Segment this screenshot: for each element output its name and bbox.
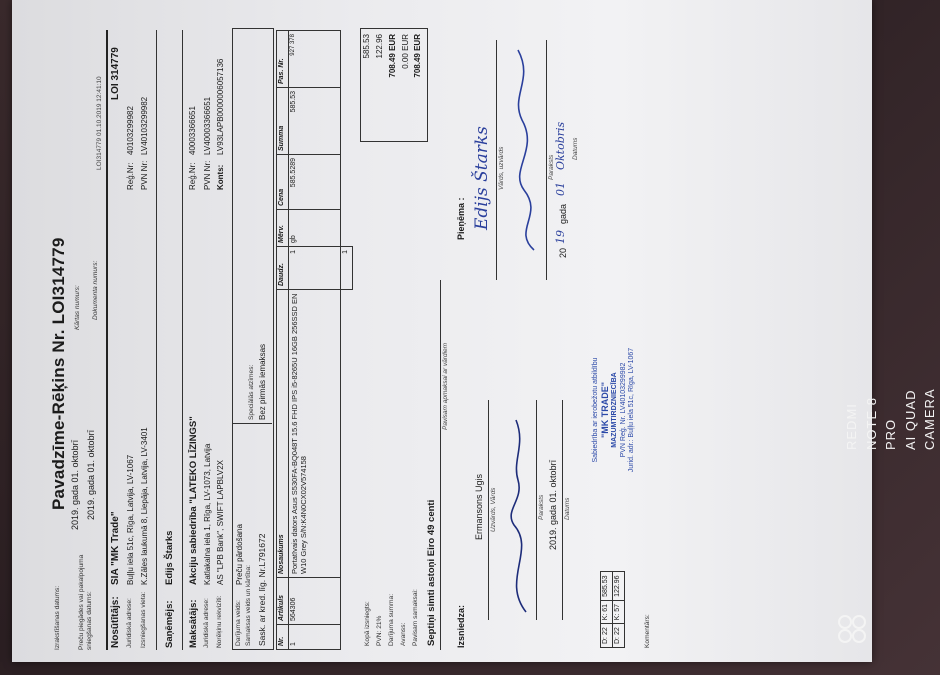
prepaid-label: Avanss: bbox=[400, 622, 407, 646]
row-qty: 1 bbox=[288, 247, 340, 290]
vat-label: PVN: 21% bbox=[376, 615, 383, 646]
doc-number: LOI 314779 bbox=[110, 47, 121, 100]
acceptor-name-handwritten: Edijs Štarks bbox=[472, 126, 492, 230]
stamp-line-1: Sabiedrība ar ierobežotu atbildību bbox=[592, 357, 599, 463]
sender-address: Buļļu iela 51c, Rīga, Latvija, LV-1067 bbox=[126, 454, 135, 585]
col-nr: Nr. bbox=[277, 625, 289, 650]
deal-sum-label: Darījuma summa: bbox=[388, 593, 395, 646]
watermark-line-1: REDMI NOTE 8 PRO bbox=[844, 397, 898, 450]
payable-value: 708.49 EUR bbox=[413, 34, 422, 78]
acceptor-date-mid: gada bbox=[558, 203, 568, 224]
sender-top-rule bbox=[106, 30, 108, 650]
vat-value: 122.96 bbox=[375, 34, 384, 59]
payer-address-label: Juridiskā adrese: bbox=[203, 598, 210, 648]
watermark-line-2: AI QUAD CAMERA bbox=[902, 388, 937, 450]
acceptor-date-year: 19 bbox=[554, 230, 567, 244]
vat-breakdown-k: K: 61 bbox=[601, 600, 613, 623]
receiver-name: Edijs Štarks bbox=[164, 530, 175, 585]
table-row bbox=[288, 31, 340, 650]
sender-name: SIA "MK Trade" bbox=[110, 511, 121, 585]
payer-account-label: Konts: bbox=[216, 164, 225, 190]
acceptor-signature-caption: Paraksts bbox=[548, 154, 555, 180]
invoice-document bbox=[26, 20, 884, 660]
acceptor-signature-rule bbox=[546, 40, 547, 280]
receiver-bottom-rule bbox=[182, 30, 183, 650]
issuer-date-caption: Datums bbox=[564, 497, 571, 520]
camera-watermark bbox=[842, 388, 940, 450]
issuer-signature-caption: Paraksts bbox=[538, 494, 545, 520]
issuer-signature-rule bbox=[536, 400, 537, 620]
stamp-line-2: "MK TRADE" bbox=[600, 381, 611, 439]
acceptor-label: Pieņēma : bbox=[456, 197, 466, 240]
subtotal-label: Kopā izsniegts: bbox=[364, 601, 371, 646]
payer-reg-label: Reģ.Nr: bbox=[188, 162, 197, 190]
items-table bbox=[276, 30, 353, 650]
sender-vat-label: PVN Nr: bbox=[140, 160, 149, 190]
table-total-row bbox=[340, 31, 352, 650]
invoice-title: Pavadzīme-Rēķins Nr. LOI314779 bbox=[49, 237, 68, 510]
sender-reg: 40103299982 bbox=[126, 106, 135, 155]
col-article: Artikuls bbox=[277, 578, 289, 625]
payable-label: Pavisam samaksai: bbox=[412, 589, 419, 646]
issuer-label: Izsniedza: bbox=[456, 604, 466, 648]
vat-breakdown-d: D: 22 bbox=[601, 624, 613, 648]
col-name: Nosaukums bbox=[277, 290, 289, 578]
system-stamp: LOI314779 01.10.2019 12:41:10 bbox=[96, 76, 103, 170]
table-row bbox=[612, 572, 624, 648]
sender-bottom-rule bbox=[156, 30, 157, 650]
acceptor-name-rule bbox=[496, 40, 497, 280]
row-unit: gb bbox=[288, 210, 340, 247]
payer-name: Akciju sabiedrība "LATEKO LĪZINGS" bbox=[188, 416, 199, 585]
company-stamp bbox=[592, 310, 636, 510]
issuer-name-rule bbox=[488, 400, 489, 620]
table-row bbox=[601, 572, 613, 648]
document-number-label: Dokumenta numurs: bbox=[92, 260, 99, 320]
payer-address: Katlakalna iela 1, Rīga, LV-1073, Latvija bbox=[203, 443, 212, 585]
issuer-name: Ermansons Ugis bbox=[474, 473, 484, 540]
stamp-line-3: MAZUMTIRDZNIECĪBA bbox=[611, 372, 619, 448]
acceptor-signature bbox=[504, 40, 548, 260]
row-pas: 927 378 bbox=[288, 31, 340, 88]
sender-label: Nosūtītājs: bbox=[110, 596, 121, 648]
amount-words-caption: Pavisam apmaksai ar vārdiem bbox=[442, 342, 449, 430]
deal-divider bbox=[232, 423, 272, 424]
sender-reg-label: Reģ.Nr: bbox=[126, 162, 135, 190]
special-value: Bez pirmās iemaksas bbox=[258, 343, 267, 420]
payer-bank-label: Norēķinu rekvizīti: bbox=[216, 595, 223, 648]
receiver-label: Saņēmējs: bbox=[164, 600, 175, 648]
issue-date: 2019. gada 01. oktobrī bbox=[70, 439, 80, 530]
amount-words-rule bbox=[440, 280, 441, 650]
acceptor-date-prefix: 20 bbox=[558, 247, 568, 258]
row-article: 564306 bbox=[288, 578, 340, 625]
vat-breakdown-k: K: 57 bbox=[612, 600, 624, 623]
comments-label: Komentārs: bbox=[644, 614, 651, 648]
shipment-date: 2019. gada 01. oktobrī bbox=[86, 429, 96, 520]
vat-breakdown-amount: 122.96 bbox=[612, 572, 624, 600]
vat-breakdown-amount: 585.53 bbox=[601, 572, 613, 600]
total-qty: 1 bbox=[340, 247, 352, 290]
deal-sum-value: 708.49 EUR bbox=[388, 34, 397, 78]
acceptor-date-caption: Datums bbox=[572, 137, 579, 160]
payer-reg: 40003366651 bbox=[188, 106, 197, 155]
contract-ref: Sask. ar kred. līg. Nr.L791672 bbox=[257, 533, 267, 646]
payer-bank: AS "LPB Bank", SWIFT LAPBLV2X bbox=[216, 460, 225, 585]
special-label: Speciālās atzīmes: bbox=[248, 364, 255, 420]
row-nr: 1 bbox=[288, 625, 340, 650]
acceptor-date-day: 01 bbox=[554, 182, 567, 196]
sender-issue-place: K.Zāles laukumā 8, Liepāja, Latvija, LV-3401 bbox=[140, 427, 149, 585]
deal-type: Preču pārdošana bbox=[235, 524, 244, 585]
col-pas: Pas. Nr. bbox=[277, 31, 289, 88]
row-name: Portatīvais dators Asus S530FA-BQ048T 15.6 FHD IPS i5-8265U 16GB 256SSD EN W10 Grey S/N:K4N0CX02V574158 bbox=[288, 290, 340, 578]
sender-issue-place-label: Izsniegšanas vieta: bbox=[140, 591, 147, 648]
col-qty: Daudz. bbox=[277, 247, 289, 290]
sender-address-label: Juridiskā adrese: bbox=[126, 598, 133, 648]
vat-breakdown-d: D: 22 bbox=[612, 624, 624, 648]
issue-date-label: Izrakstīšanas datums: bbox=[54, 585, 61, 650]
payer-vat-label: PVN Nr: bbox=[203, 160, 212, 190]
subtotal-value: 585.53 bbox=[362, 34, 371, 59]
col-sum: Summa bbox=[277, 88, 289, 155]
acceptor-date-month: Oktobris bbox=[554, 121, 567, 170]
col-price: Cena bbox=[277, 155, 289, 210]
payer-account: LV93LAPB0000006057136 bbox=[216, 58, 225, 155]
issuer-date-rule bbox=[562, 400, 563, 620]
issuer-date: 2019. gada 01. oktobrī bbox=[548, 459, 558, 550]
camera-logo-icon bbox=[838, 615, 868, 645]
issuer-name-caption: Uzvārds, Vārds bbox=[490, 487, 497, 532]
sender-vat: LV40103299982 bbox=[140, 96, 149, 155]
prepaid-value: 0.00 EUR bbox=[401, 34, 410, 69]
deal-type-label: Darījuma veids: bbox=[235, 600, 242, 646]
stamp-line-5: Jurid. adr.: Buļļu iela 51c, Rīga, LV-1067 bbox=[627, 347, 635, 473]
invoice-paper bbox=[12, 0, 872, 662]
card-number-label: Kārtas numurs: bbox=[74, 285, 81, 330]
payment-method-label: Samaksas veids un kārtība: bbox=[245, 565, 252, 646]
vat-breakdown-table bbox=[600, 571, 625, 648]
issuer-signature bbox=[496, 400, 536, 620]
amount-in-words: Septiņi simti astoņi Eiro 49 centi bbox=[426, 499, 437, 646]
col-unit: Mērv. bbox=[277, 210, 289, 247]
shipment-date-label: Preču piegādes vai pakalpojuma sniegšanas datums: bbox=[78, 554, 94, 650]
row-sum: 585.53 bbox=[288, 88, 340, 155]
payer-vat: LV40003366651 bbox=[203, 96, 212, 155]
row-price: 585.5289 bbox=[288, 155, 340, 210]
items-header-row bbox=[277, 31, 289, 650]
acceptor-name-caption: Vārds, uzvārds bbox=[498, 146, 505, 190]
stamp-line-4: PVN Reģ. Nr. LV40103299982 bbox=[619, 362, 627, 458]
payer-label: Maksātājs: bbox=[188, 599, 199, 648]
